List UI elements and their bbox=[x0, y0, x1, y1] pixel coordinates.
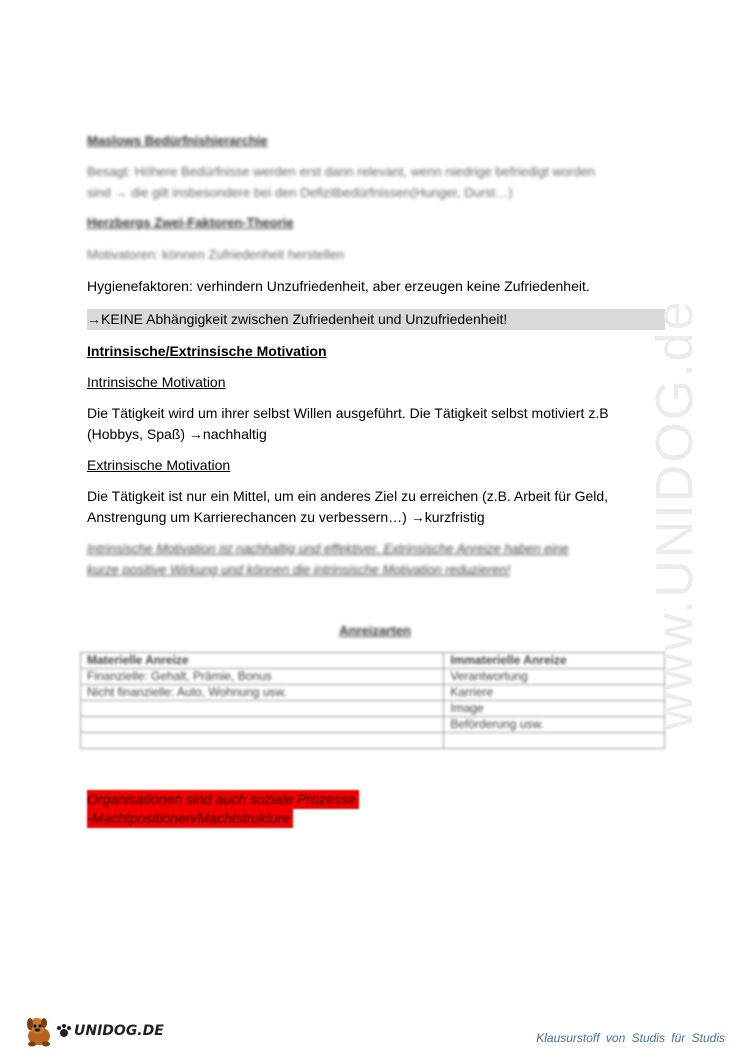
herzberg-heading: Herzbergs Zwei-Faktoren-Theorie bbox=[87, 215, 294, 230]
extrinsic-line-2: Anstrengung um Karrierechancen zu verbessern…) →kurzfristig bbox=[87, 509, 485, 525]
logo-text: UNIDOG.DE bbox=[74, 1023, 164, 1039]
table-cell bbox=[81, 701, 444, 717]
extrinsic-line-1: Die Tätigkeit ist nur ein Mittel, um ein anderes Ziel zu erreichen (z.B. Arbeit für Geld, bbox=[87, 488, 609, 504]
summary-line-1: Intrinsische Motivation ist nachhaltig und effektiver. Extrinsische Anreize haben eine bbox=[87, 541, 569, 556]
table-cell: Finanzielle: Gehalt, Prämie, Bonus bbox=[81, 669, 444, 685]
table-row bbox=[81, 669, 665, 685]
motivatoren-text: Motivatoren: können Zufriedenheit herstellen bbox=[87, 247, 345, 262]
hygiene-text: Hygienefaktoren: verhindern Unzufriedenheit, aber erzeugen keine Zufriedenheit. bbox=[87, 278, 590, 294]
dog-mascot-icon bbox=[22, 1014, 56, 1048]
maslow-line-1: Besagt: Höhere Bedürfnisse werden erst dann relevant, wenn niedrige befriedigt worden bbox=[87, 164, 596, 179]
table-cell bbox=[444, 733, 665, 749]
intrinsic-heading: Intrinsische Motivation bbox=[87, 374, 226, 390]
table-cell: Verantwortung bbox=[444, 669, 665, 685]
table-cell: Nicht finanzielle: Auto, Wohnung usw. bbox=[81, 685, 444, 701]
table-row bbox=[81, 733, 665, 749]
table-row bbox=[81, 717, 665, 733]
intrinsic-line-1: Die Tätigkeit wird um ihrer selbst Willen ausgeführt. Die Tätigkeit selbst motiviert z.B bbox=[87, 405, 609, 421]
table-cell: Image bbox=[444, 701, 665, 717]
table-header-row bbox=[81, 653, 665, 669]
extrinsic-text bbox=[87, 486, 608, 528]
table-header-materiell: Materielle Anreize bbox=[81, 653, 444, 669]
maslow-line-2: sind → die gilt insbesondere bei den Defizitbedürfnissen(Hunger, Durst…) bbox=[87, 185, 513, 200]
maslow-heading: Maslows Bedürfnishierarchie bbox=[87, 133, 268, 148]
unidog-watermark: www.UNIDOG.de bbox=[646, 299, 704, 730]
table-cell bbox=[81, 717, 444, 733]
anreize-title-wrap bbox=[0, 622, 750, 640]
unidog-logo bbox=[22, 1014, 164, 1048]
red-note-line-1: Organisationen sind auch soziale Prozesse bbox=[87, 790, 359, 809]
motivation-heading: Intrinsische/Extrinsische Motivation bbox=[87, 343, 327, 359]
table-cell bbox=[81, 733, 444, 749]
footer-tagline: Klausurstoff von Studis für Studis bbox=[536, 1031, 725, 1045]
motivation-summary bbox=[87, 538, 569, 580]
anreize-table bbox=[80, 652, 665, 749]
maslow-text bbox=[87, 161, 595, 203]
paw-icon bbox=[56, 1024, 72, 1038]
table-header-immateriell: Immaterielle Anreize bbox=[444, 653, 665, 669]
red-note-line-2: -Machtpositionen/Machtstrukture bbox=[87, 809, 293, 828]
table-cell: Karriere bbox=[444, 685, 665, 701]
keine-abhaengigkeit-text: →KEINE Abhängigkeit zwischen Zufriedenheit und Unzufriedenheit! bbox=[87, 309, 665, 330]
intrinsic-text bbox=[87, 403, 609, 445]
intrinsic-line-2: (Hobbys, Spaß) →nachhaltig bbox=[87, 426, 267, 442]
table-row bbox=[81, 685, 665, 701]
anreize-title: Anreizarten bbox=[339, 623, 411, 638]
red-notes bbox=[87, 790, 359, 828]
table-row bbox=[81, 701, 665, 717]
summary-line-2: kurze positive Wirkung und können die intrinsische Motivation reduzieren! bbox=[87, 562, 511, 577]
table-cell: Beförderung usw. bbox=[444, 717, 665, 733]
extrinsic-heading: Extrinsische Motivation bbox=[87, 457, 231, 473]
